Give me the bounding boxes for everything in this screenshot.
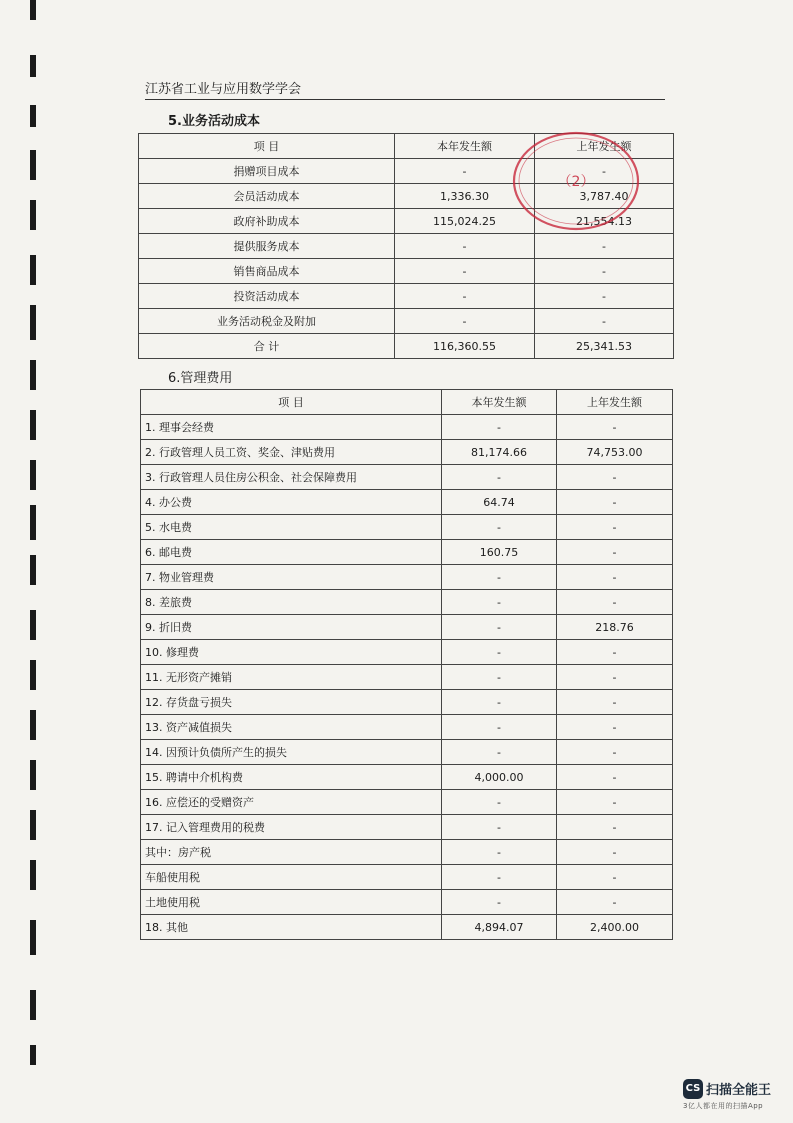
row-previous-cell: 21,554.13 <box>535 209 674 234</box>
table-row <box>141 815 673 840</box>
table-row <box>139 284 674 309</box>
row-item-cell: 17. 记入管理费用的税费 <box>141 815 442 840</box>
table-row <box>141 615 673 640</box>
row-item-cell: 捐赠项目成本 <box>139 159 395 184</box>
row-current-cell: - <box>395 309 535 334</box>
row-item-cell: 16. 应偿还的受赠资产 <box>141 790 442 815</box>
table-row <box>139 309 674 334</box>
row-current-cell: - <box>442 840 557 865</box>
table-header-row <box>141 390 673 415</box>
table-row <box>141 690 673 715</box>
row-item-cell: 投资活动成本 <box>139 284 395 309</box>
binding-hole-mark <box>30 0 36 20</box>
row-item-cell: 14. 因预计负债所产生的损失 <box>141 740 442 765</box>
table-header-row <box>139 134 674 159</box>
binding-hole-mark <box>30 105 36 127</box>
table-row <box>139 184 674 209</box>
row-previous-cell: - <box>557 465 673 490</box>
row-previous-cell: - <box>535 284 674 309</box>
row-current-cell: - <box>442 890 557 915</box>
row-current-cell: - <box>442 865 557 890</box>
row-current-cell: - <box>395 259 535 284</box>
row-previous-cell: 218.76 <box>557 615 673 640</box>
row-item-cell: 会员活动成本 <box>139 184 395 209</box>
table-row <box>141 590 673 615</box>
row-previous-cell: - <box>557 790 673 815</box>
table-row <box>141 890 673 915</box>
row-current-cell: - <box>395 159 535 184</box>
row-previous-cell: - <box>557 690 673 715</box>
scanner-watermark <box>683 1078 783 1111</box>
business-cost-table <box>138 133 674 359</box>
row-current-cell: - <box>395 284 535 309</box>
row-item-cell: 销售商品成本 <box>139 259 395 284</box>
row-current-cell: 160.75 <box>442 540 557 565</box>
binding-hole-mark <box>30 860 36 890</box>
section5-title: 5.业务活动成本 <box>168 114 260 129</box>
table-row <box>141 465 673 490</box>
binding-hole-mark <box>30 810 36 840</box>
row-item-cell: 8. 差旅费 <box>141 590 442 615</box>
row-item-cell: 9. 折旧费 <box>141 615 442 640</box>
row-current-cell: - <box>442 690 557 715</box>
column-header-previous: 上年发生额 <box>557 390 673 415</box>
table-row <box>141 865 673 890</box>
column-header-previous: 上年发生额 <box>535 134 674 159</box>
row-current-cell: - <box>442 615 557 640</box>
row-previous-cell: - <box>535 309 674 334</box>
row-item-cell: 提供服务成本 <box>139 234 395 259</box>
binding-hole-mark <box>30 200 36 230</box>
row-previous-cell: 74,753.00 <box>557 440 673 465</box>
table-row <box>141 415 673 440</box>
row-previous-cell: - <box>557 665 673 690</box>
row-item-cell: 4. 办公费 <box>141 490 442 515</box>
row-previous-cell: - <box>557 490 673 515</box>
stamp-number: （2） <box>557 174 595 190</box>
row-item-cell: 7. 物业管理费 <box>141 565 442 590</box>
binding-hole-mark <box>30 555 36 585</box>
management-expense-table <box>140 389 673 940</box>
row-previous-cell: - <box>557 540 673 565</box>
table-row <box>141 715 673 740</box>
row-current-cell: - <box>442 740 557 765</box>
scanner-app-name: 扫描全能王 <box>706 1083 772 1098</box>
row-previous-cell: 25,341.53 <box>535 334 674 359</box>
column-header-current: 本年发生额 <box>442 390 557 415</box>
table-row <box>141 540 673 565</box>
table-row <box>139 259 674 284</box>
row-current-cell: 4,894.07 <box>442 915 557 940</box>
table-row <box>141 565 673 590</box>
row-current-cell: 64.74 <box>442 490 557 515</box>
row-item-cell: 6. 邮电费 <box>141 540 442 565</box>
row-current-cell: 115,024.25 <box>395 209 535 234</box>
row-current-cell: - <box>395 234 535 259</box>
table-row <box>141 790 673 815</box>
row-item-cell: 2. 行政管理人员工资、奖金、津贴费用 <box>141 440 442 465</box>
row-item-cell: 12. 存货盘亏损失 <box>141 690 442 715</box>
table-row <box>141 765 673 790</box>
binding-hole-mark <box>30 505 36 540</box>
table-row <box>141 640 673 665</box>
table-row <box>141 915 673 940</box>
row-previous-cell: - <box>557 890 673 915</box>
row-current-cell: - <box>442 715 557 740</box>
binding-hole-mark <box>30 1045 36 1065</box>
row-item-cell: 13. 资产减值损失 <box>141 715 442 740</box>
row-previous-cell: - <box>557 715 673 740</box>
row-previous-cell: - <box>535 159 674 184</box>
table-row <box>141 665 673 690</box>
row-previous-cell: 2,400.00 <box>557 915 673 940</box>
binding-hole-mark <box>30 710 36 740</box>
column-header-item: 项 目 <box>141 390 442 415</box>
row-current-cell: - <box>442 790 557 815</box>
row-previous-cell: - <box>557 740 673 765</box>
row-previous-cell: 3,787.40 <box>535 184 674 209</box>
row-current-cell: - <box>442 465 557 490</box>
scanner-tagline: 3亿人都在用的扫描App <box>683 1101 764 1110</box>
binding-hole-mark <box>30 920 36 955</box>
row-item-cell: 土地使用税 <box>141 890 442 915</box>
row-current-cell: - <box>442 640 557 665</box>
row-current-cell: 116,360.55 <box>395 334 535 359</box>
row-previous-cell: - <box>557 415 673 440</box>
row-previous-cell: - <box>557 565 673 590</box>
row-item-cell: 车船使用税 <box>141 865 442 890</box>
row-current-cell: - <box>442 815 557 840</box>
row-item-cell: 11. 无形资产摊销 <box>141 665 442 690</box>
row-current-cell: - <box>442 590 557 615</box>
row-previous-cell: - <box>557 640 673 665</box>
row-previous-cell: - <box>557 515 673 540</box>
row-previous-cell: - <box>557 765 673 790</box>
row-previous-cell: - <box>535 259 674 284</box>
table-row <box>141 490 673 515</box>
row-item-cell: 其中：房产税 <box>141 840 442 865</box>
binding-hole-mark <box>30 55 36 77</box>
row-item-cell: 政府补助成本 <box>139 209 395 234</box>
row-previous-cell: - <box>535 234 674 259</box>
table-row <box>141 515 673 540</box>
row-current-cell: - <box>442 515 557 540</box>
row-previous-cell: - <box>557 840 673 865</box>
row-item-cell: 业务活动税金及附加 <box>139 309 395 334</box>
table-row <box>141 440 673 465</box>
row-item-cell: 合 计 <box>139 334 395 359</box>
table-row <box>141 840 673 865</box>
row-item-cell: 5. 水电费 <box>141 515 442 540</box>
binding-hole-mark <box>30 255 36 285</box>
table-row <box>139 334 674 359</box>
column-header-item: 项 目 <box>139 134 395 159</box>
row-item-cell: 18. 其他 <box>141 915 442 940</box>
table-row <box>141 740 673 765</box>
binding-hole-mark <box>30 360 36 390</box>
row-current-cell: 1,336.30 <box>395 184 535 209</box>
section6-title: 6.管理费用 <box>168 371 233 386</box>
row-item-cell: 10. 修理费 <box>141 640 442 665</box>
binding-hole-mark <box>30 610 36 640</box>
row-current-cell: - <box>442 415 557 440</box>
row-current-cell: - <box>442 665 557 690</box>
binding-hole-mark <box>30 990 36 1020</box>
row-current-cell: - <box>442 565 557 590</box>
document-header: 江苏省工业与应用数学学会 <box>145 78 665 100</box>
binding-hole-mark <box>30 760 36 790</box>
row-current-cell: 4,000.00 <box>442 765 557 790</box>
table-row <box>139 209 674 234</box>
binding-hole-mark <box>30 660 36 690</box>
column-header-current: 本年发生额 <box>395 134 535 159</box>
row-item-cell: 3. 行政管理人员住房公积金、社会保障费用 <box>141 465 442 490</box>
table-row <box>139 159 674 184</box>
scanner-logo-icon: CS <box>683 1079 703 1099</box>
row-item-cell: 15. 聘请中介机构费 <box>141 765 442 790</box>
binding-hole-mark <box>30 150 36 180</box>
row-previous-cell: - <box>557 865 673 890</box>
row-previous-cell: - <box>557 815 673 840</box>
table-row <box>139 234 674 259</box>
row-item-cell: 1. 理事会经费 <box>141 415 442 440</box>
binding-hole-mark <box>30 305 36 340</box>
row-current-cell: 81,174.66 <box>442 440 557 465</box>
binding-hole-mark <box>30 460 36 490</box>
binding-hole-mark <box>30 410 36 440</box>
row-previous-cell: - <box>557 590 673 615</box>
